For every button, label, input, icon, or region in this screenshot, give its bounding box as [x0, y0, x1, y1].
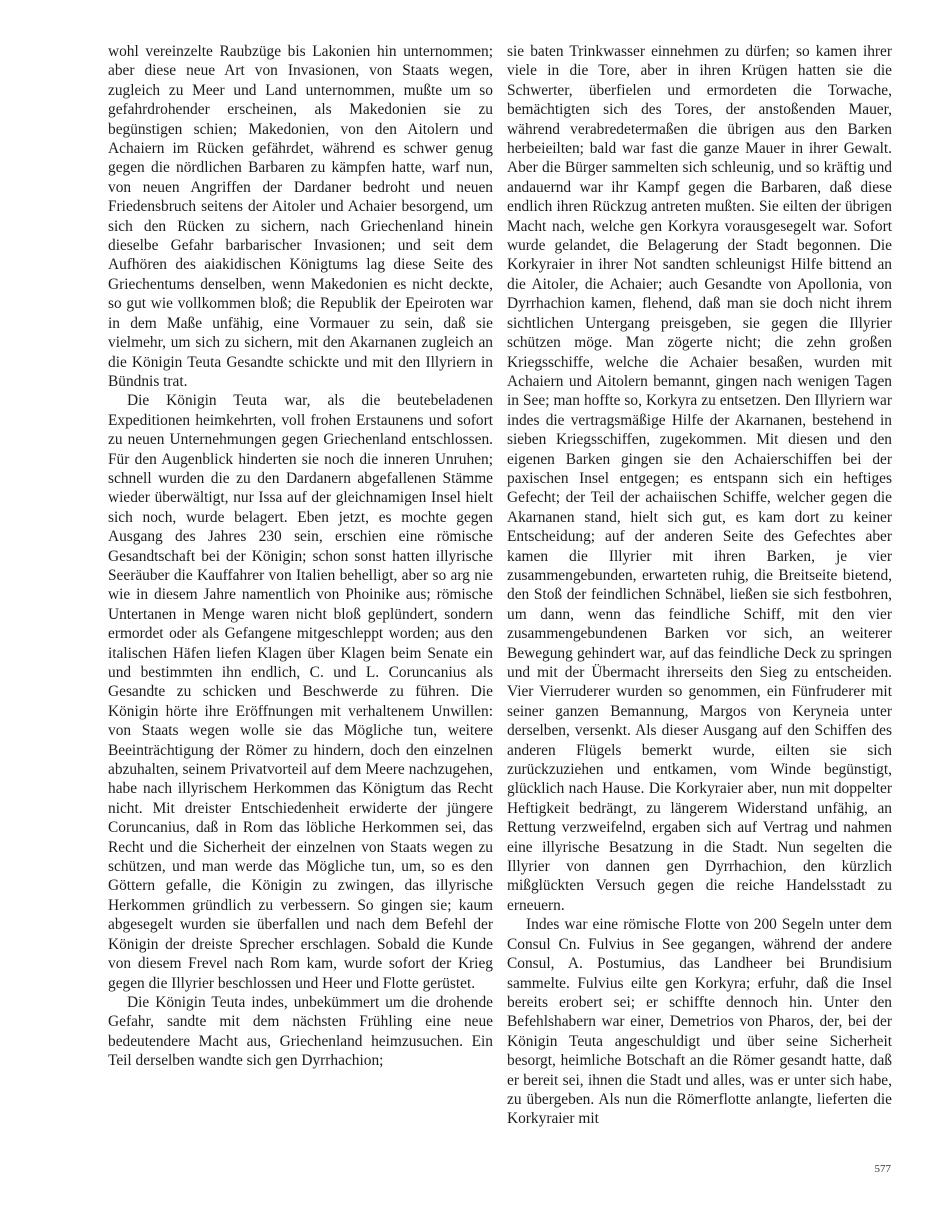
paragraph: Die Königin Teuta war, als die beutebeladenen Expeditionen heimkehrten, voll frohen Erstaunens und sofort zu neuen Unternehmungen gegen Griechenland entschlossen. Für den Augenblick hinderten sie noch die inneren Unruhen; schnell wurden die zu den Dardanern abgefallenen Stämme wieder überwältigt, nur Issa auf der gleichnamigen Insel hielt sich noch, wurde belagert. Eben jetzt, es mochte gegen Ausgang des Jahres 230 sein, erschien eine römische Gesandtschaft bei der Königin; schon sonst hatten illyrische Seeräuber die Kauffahrer von Italien behelligt, aber so arg nie wie in diesem Jahre namentlich von Phoinike aus; römische Untertanen in Menge waren nicht bloß geplündert, sondern ermordet oder als Gefangene mitgeschleppt worden; aus den italischen Häfen liefen Klagen über Klagen beim Senate ein und bestimmten ihn endlich, C. und L. Coruncanius als Gesandte zu schicken und Beschwerde zu führen. Die Königin hörte ihre Eröffnungen mit verhaltenem Unwillen: von Staats wegen wolle sie das Mögliche tun, weitere Beeinträchtigung der Römer zu hindern, doch den einzelnen abzuhalten, seinem Privatvorteil auf dem Meere nachzugehen, habe nach illyrischem Herkommen das Königtum das Recht nicht. Mit dreister Entschiedenheit erwiderte der jüngere Coruncanius, daß in Rom das löbliche Herkommen sei, das Recht und die Sicherheit der einzelnen von Staats wegen zu schützen, und man werde das Mögliche tun, um, so es den Göttern gefalle, die Königin zu zwingen, das illyrische Herkommen gründlich zu verbessern. So gingen sie; kaum abgesegelt wurden sie überfallen und nach dem Befehl der Königin der dreiste Sprecher erschlagen. Sobald die Kunde von diesem Frevel nach Rom kam, wurde sofort der Krieg gegen die Illyrier beschlossen und Heer und Flotte gerüstet.: [108, 392, 493, 992]
page-number: 577: [874, 1163, 891, 1175]
paragraph: sie baten Trinkwasser einnehmen zu dürfen; so kamen ihrer viele in die Tore, aber in ihren Krügen hatten sie die Schwerter, überfielen und ermordeten die Torwache, bemächtigten sich des Tores, der anstoßenden Mauer, während verabredetermaßen die übrigen aus den Barken herbeieilten; bald war fast die ganze Mauer in ihrer Gewalt. Aber die Bürger sammelten sich schleunig, und so kräftig und andauernd war ihr Kampf gegen die Barbaren, daß diese endlich ihren Rückzug antreten mußten. Sie eilten der übrigen Macht nach, welche gen Korkyra vorausgesegelt war. Sofort wurde gelandet, die Belagerung der Stadt begonnen. Die Korkyraier in ihrer Not sandten schleunigst Hilfe bittend an die Aitoler, die Achaier; auch Gesandte von Apollonia, von Dyrrhachion kamen, flehend, daß man sie doch nicht ihrem sichtlichen Untergang preisgeben, sie gegen die Illyrier schützen möge. Man zögerte nicht; die zehn großen Kriegsschiffe, welche die Achaier besaßen, wurden mit Achaiern und Aitolern bemannt, gingen nach wenigen Tagen in See; man hoffte so, Korkyra zu entsetzen. Den Illyriern war indes die vertragsmäßige Hilfe der Akarnanen, bestehend in sieben Kriegsschiffen, zugekommen. Mit diesen und den eigenen Barken gingen sie den Achaierschiffen bei der paxischen Insel entgegen; es entspann sich ein heftiges Gefecht; der Teil der achaiischen Schiffe, welcher gegen die Akarnanen stand, hielt sich gut, es kam dort zu keiner Entscheidung; auf der anderen Seite des Gefechtes aber kamen die Illyrier mit ihren Barken, je vier zusammengebunden, erwarteten ruhig, die Breitseite bietend, den Stoß der feindlichen Schnäbel, ließen sie sich festbohren, um dann, wenn das feindliche Schiff, mit den vier zusammengebundenen Barken vor sich, an weiterer Bewegung gehindert war, auf das feindliche Deck zu springen und mit der Übermacht ihrerseits den Sieg zu entscheiden. Vier Vierruderer wurden so genommen, ein Fünfruderer mit seiner ganzen Bemannung, Margos von Keryneia unter derselben, versenkt. Als dieser Ausgang auf den Schiffen des anderen Flügels bemerkt wurde, eilten sie sich zurückzuziehen und entkamen, vom Winde begünstigt, glücklich nach Hause. Die Korkyraier aber, nun mit doppelter Heftigkeit bedrängt, zu längerem Widerstand unfähig, an Rettung verzweifelnd, ergaben sich auf Vertrag und nahmen eine illyrische Besatzung in die Stadt. Nun segelten die Illyrier von dannen gen Dyrrhachion, den kürzlich mißglückten Versuch gegen die reiche Handelsstadt zu erneuern.: [507, 43, 892, 914]
paragraph: wohl vereinzelte Raubzüge bis Lakonien hin unternommen; aber diese neue Art von Invasionen, von Staats wegen, zugleich zu Meer und Land unternommen, mußte um so gefahrdrohender erscheinen, als Makedonien sie zu begünstigen schien; Makedonien, von den Aitolern und Achaiern im Rücken gefährdet, während es schwer genug gegen die nördlichen Barbaren zu kämpfen hatte, warf nun, von neuen Angriffen der Dardaner bedroht und neuen Friedensbruch seitens der Aitoler und Achaier besorgend, um sich den Rücken zu sichern, nach Griechenland hinein dieselbe Gefahr barbarischer Invasionen; und seit dem Aufhören des aiakidischen Königtums lag diese Seite des Griechentums denselben, wenn Makedonien es nicht deckte, so gut wie vollkommen bloß; die Republik der Epeiroten war in dem Maße unfähig, eine Vormauer zu sein, daß sie vielmehr, um sich zu sichern, mit den Akarnanen zugleich an die Königin Teuta Gesandte schickte und mit den Illyriern in Bündnis trat.: [108, 43, 493, 390]
paragraph: Indes war eine römische Flotte von 200 Segeln unter dem Consul Cn. Fulvius in See gegangen, während der andere Consul, A. Postumius, das Landheer bei Brundisium sammelte. Fulvius eilte gen Korkyra; erfuhr, daß die Insel bereits erobert sei; er schiffte dennoch hin. Unter den Befehlshabern war einer, Demetrios von Pharos, der, bei der Königin Teuta angeschuldigt und über seine Sicherheit besorgt, heimliche Botschaft an die Römer gesandt hatte, daß er bereit sei, ihnen die Stadt und alles, was er unter sich habe, zu übergeben. Als nun die Römerflotte anlangte, lieferten die Korkyraier mit: [507, 916, 892, 1128]
paragraph: Die Königin Teuta indes, unbekümmert um die drohende Gefahr, sandte mit dem nächsten Frühling eine neue bedeutendere Macht aus, Griechenland heimzusuchen. Ein Teil derselben wandte sich gen Dyrrhachion;: [108, 993, 493, 1070]
right-column: [507, 42, 892, 1129]
left-column: [108, 42, 493, 1071]
